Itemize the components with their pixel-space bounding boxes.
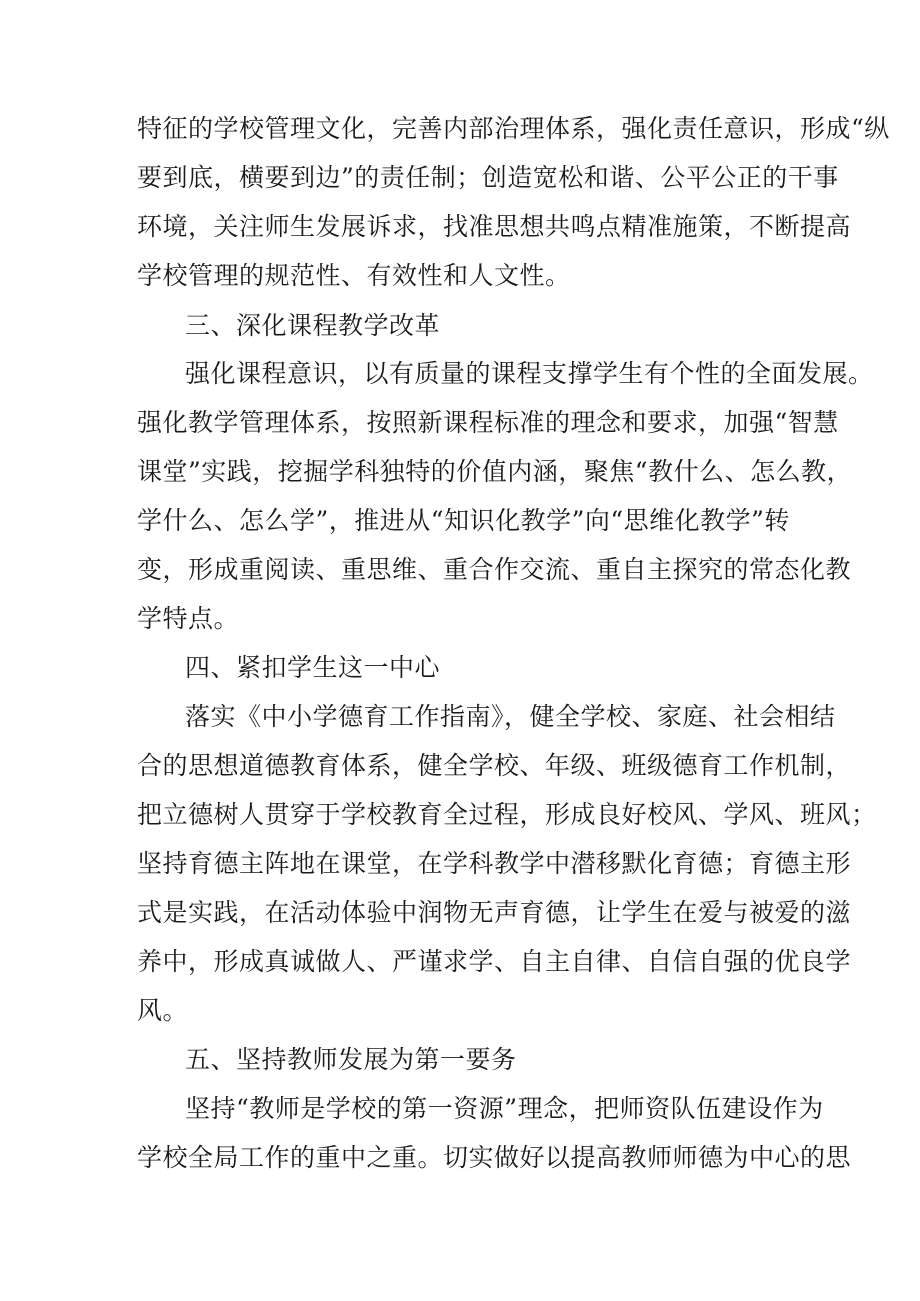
text-line: 变，形成重阅读、重思维、重合作交流、重自主探究的常态化教: [137, 555, 852, 584]
text-line: 强化教学管理体系，按照新课程标准的理念和要求，加强“智慧: [137, 408, 839, 437]
text-line: 把立德树人贯穿于学校教育全过程，形成良好校风、学风、班风；: [137, 800, 877, 829]
text-line: 学什么、怎么学”，推进从“知识化教学”向“思维化教学”转: [137, 506, 790, 535]
text-line: 养中，形成真诚做人、严谨求学、自主自律、自信自强的优良学: [137, 947, 852, 976]
text-line: 风。: [137, 996, 189, 1025]
text-line: 环境，关注师生发展诉求，找准思想共鸣点精准施策，不断提高: [137, 212, 852, 241]
text-line: 式是实践，在活动体验中润物无声育德，让学生在爱与被爱的滋: [137, 898, 852, 927]
text-line: 坚持“教师是学校的第一资源”理念，把师资队伍建设作为: [185, 1094, 824, 1123]
text-line: 坚持育德主阵地在课堂，在学科教学中潜移默化育德；育德主形: [137, 849, 852, 878]
text-line: 课堂”实践，挖掘学科独特的价值内涵，聚焦“教什么、怎么教，: [137, 457, 853, 486]
text-line: 学特点。: [137, 604, 240, 633]
text-line: 学校管理的规范性、有效性和人文性。: [137, 261, 571, 290]
section-heading: 五、坚持教师发展为第一要务: [185, 1045, 517, 1074]
section-heading: 三、深化课程教学改革: [185, 311, 441, 340]
text-line: 落实《中小学德育工作指南》，健全学校、家庭、社会相结: [185, 702, 836, 731]
text-line: 要到底，横要到边”的责任制；创造宽松和谐、公平公正的干事: [137, 163, 839, 192]
text-line: 强化课程意识，以有质量的课程支撑学生有个性的全面发展。: [185, 359, 874, 388]
text-line: 特征的学校管理文化，完善内部治理体系，强化责任意识，形成“纵: [137, 114, 890, 143]
section-heading: 四、紧扣学生这一中心: [185, 653, 441, 682]
text-line: 合的思想道德教育体系，健全学校、年级、班级德育工作机制，: [137, 751, 852, 780]
text-line: 学校全局工作的重中之重。切实做好以提高教师师德为中心的思: [137, 1143, 852, 1172]
